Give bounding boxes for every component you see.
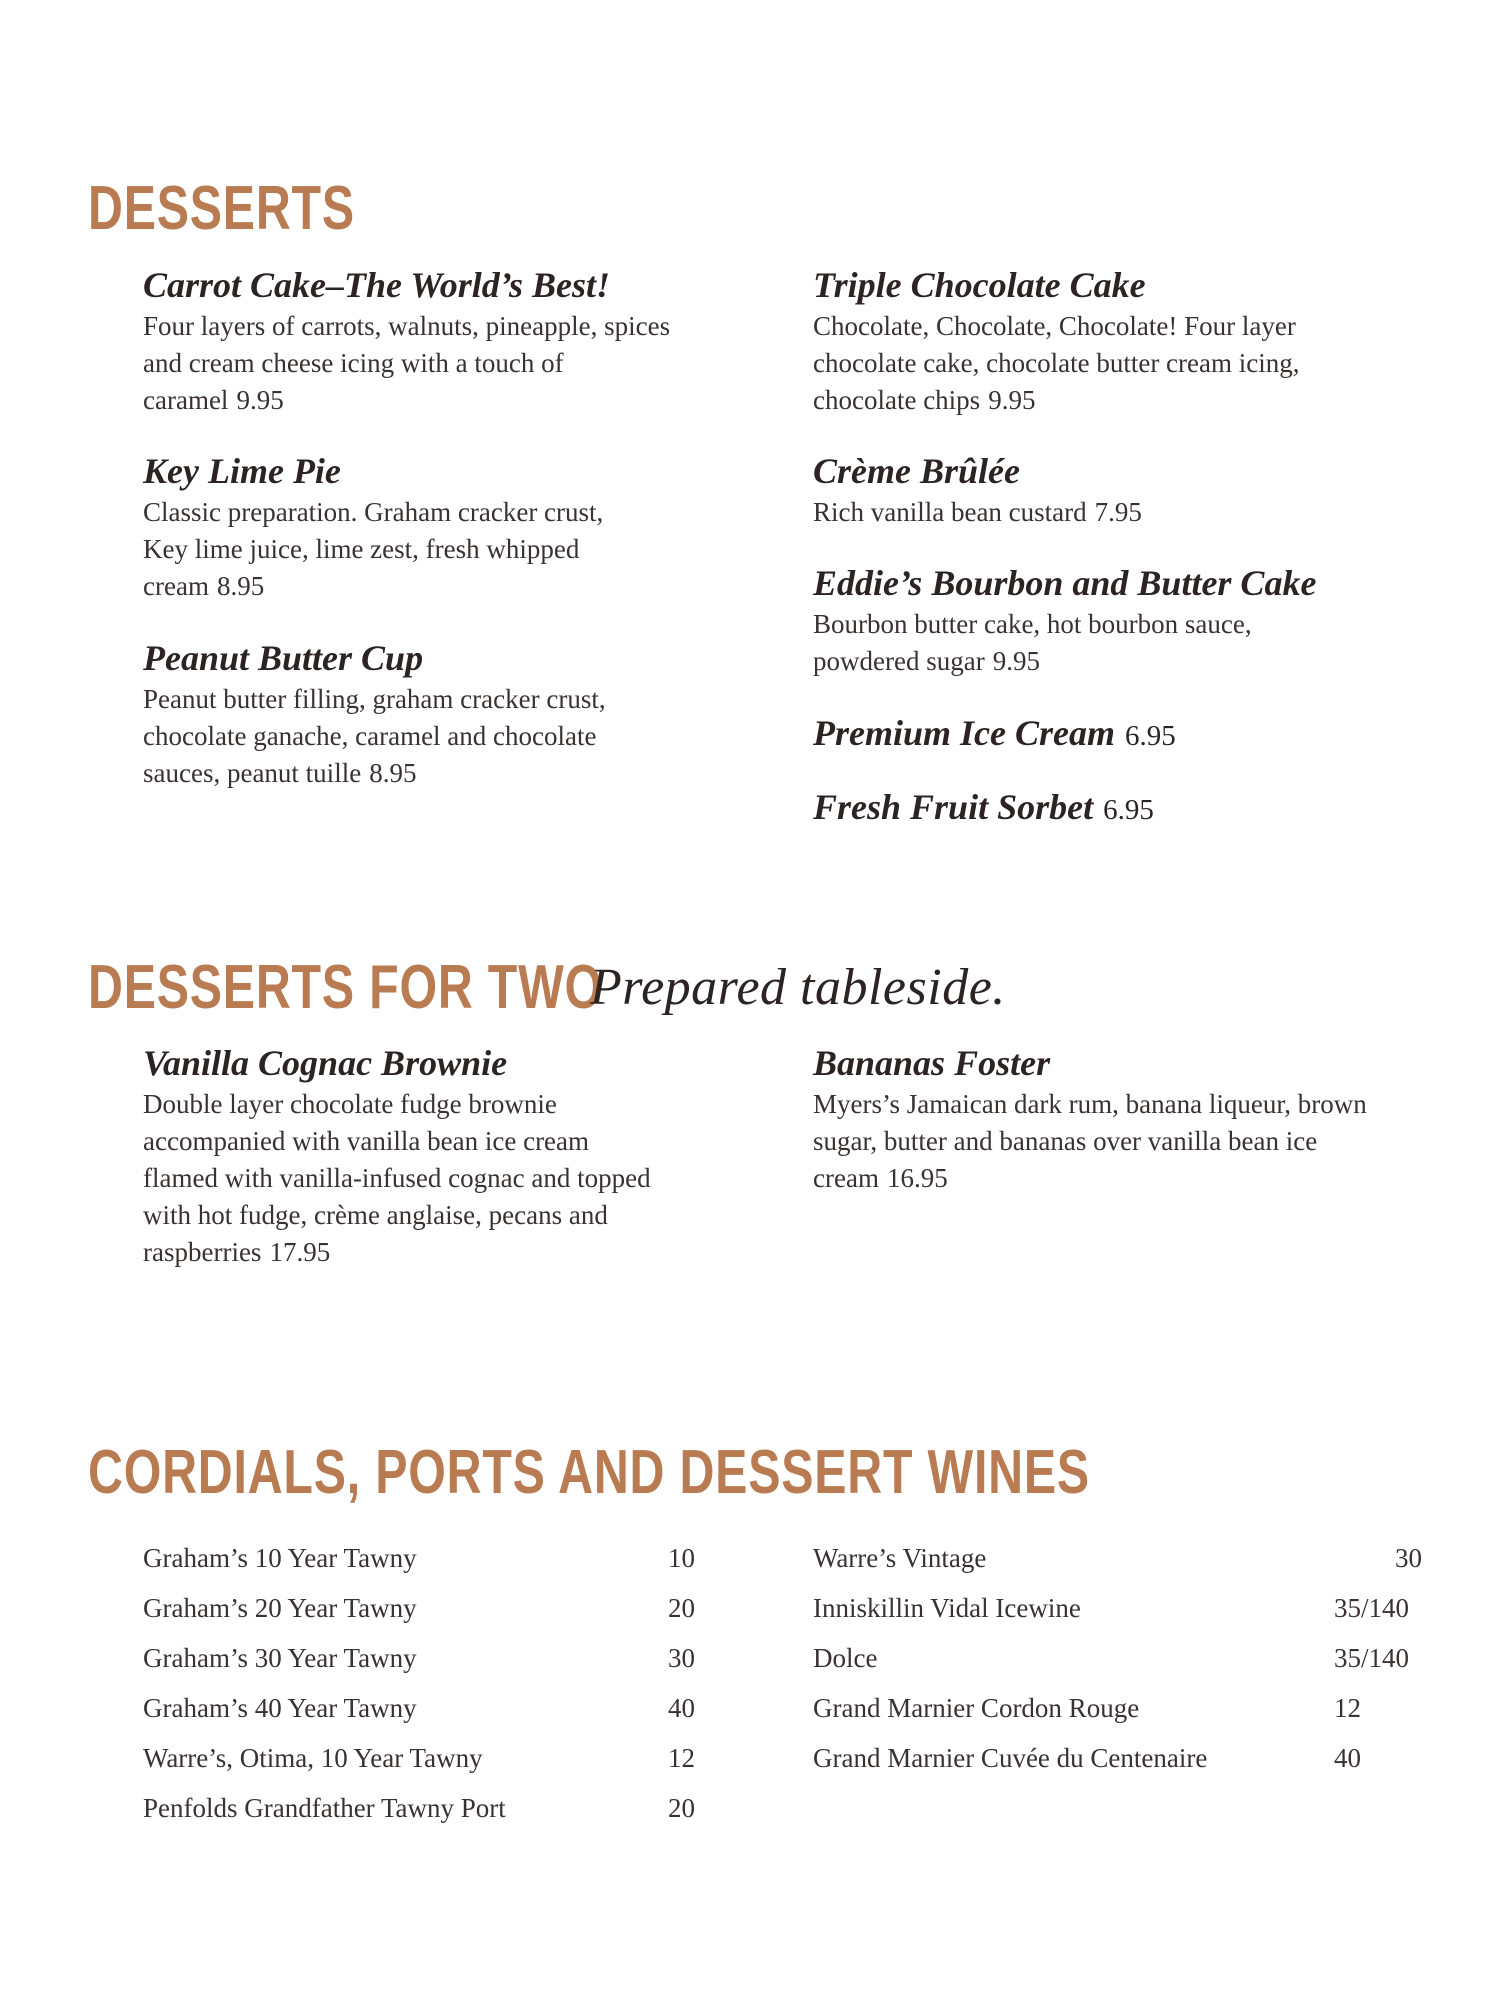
item-price: 7.95: [1094, 497, 1142, 527]
menu-item-peanut-butter-cup: [143, 635, 703, 792]
menu-item-bourbon-butter-cake: [813, 560, 1413, 680]
item-price: 16.95: [886, 1163, 948, 1193]
item-name: Vanilla Cognac Brownie: [143, 1043, 508, 1083]
wine-price: 40: [668, 1693, 695, 1723]
desserts-for-two-heading: DESSERTS FOR TWO: [88, 953, 603, 1022]
wine-price: 40: [1334, 1743, 1361, 1773]
item-name: Key Lime Pie: [143, 451, 341, 491]
wine-price: 10: [668, 1543, 695, 1573]
wine-price: 30: [668, 1643, 695, 1673]
item-name: Fresh Fruit Sorbet: [813, 787, 1094, 827]
wine-name: Grand Marnier Cordon Rouge: [813, 1693, 1140, 1723]
menu-item-carrot-cake: [143, 262, 703, 419]
item-description: Classic preparation. Graham cracker crust, Key lime juice, lime zest, fresh whipped cream 8.95: [143, 497, 604, 601]
wine-price: 35/140: [1334, 1643, 1410, 1673]
wine-name: Warre’s Vintage: [813, 1543, 987, 1573]
item-name: Peanut Butter Cup: [143, 638, 424, 678]
wine-name: Dolce: [813, 1643, 878, 1673]
wine-name: Graham’s 20 Year Tawny: [143, 1593, 417, 1623]
menu-item-bananas-foster: [813, 1040, 1393, 1197]
wine-name: Graham’s 10 Year Tawny: [143, 1543, 417, 1573]
menu-item-premium-ice-cream: [813, 710, 1373, 759]
item-price: 6.95: [1124, 720, 1176, 752]
menu-item-key-lime-pie: [143, 448, 703, 605]
wine-name: Grand Marnier Cuvée du Centenaire: [813, 1743, 1208, 1773]
menu-item-creme-brulee: [813, 448, 1373, 531]
desserts-heading: DESSERTS: [88, 174, 355, 243]
item-price: 8.95: [216, 571, 265, 601]
item-price: 9.95: [988, 385, 1036, 415]
item-description: Double layer chocolate fudge brownie accompanied with vanilla bean ice cream flamed with vanilla-infused cognac and topped with hot fudge, crème anglaise, pecans and raspberries 17.95: [143, 1089, 651, 1267]
menu-item-vanilla-cognac-brownie: [143, 1040, 663, 1271]
item-price: 8.95: [369, 758, 417, 788]
menu-item-triple-chocolate-cake: [813, 262, 1373, 419]
item-price: 9.95: [236, 385, 284, 415]
item-price: 9.95: [992, 646, 1040, 676]
cordials-heading: CORDIALS, PORTS AND DESSERT WINES: [88, 1438, 1090, 1507]
item-description: Four layers of carrots, walnuts, pineapple, spices and cream cheese icing with a touch of caramel 9.95: [143, 311, 671, 415]
item-name: Crème Brûlée: [813, 451, 1020, 491]
item-price: 6.95: [1103, 794, 1154, 826]
item-name: Premium Ice Cream: [813, 713, 1115, 753]
item-description: Peanut butter filling, graham cracker crust, chocolate ganache, caramel and chocolate sauces, peanut tuille 8.95: [143, 684, 606, 788]
item-name: Bananas Foster: [813, 1043, 1051, 1083]
wine-name: Warre’s, Otima, 10 Year Tawny: [143, 1743, 483, 1773]
wine-name: Graham’s 30 Year Tawny: [143, 1643, 417, 1673]
item-price: 17.95: [269, 1237, 331, 1267]
wine-price: 20: [668, 1793, 695, 1823]
menu-item-fresh-fruit-sorbet: [813, 784, 1373, 833]
wine-price: 12: [668, 1743, 695, 1773]
wine-price: 30: [1395, 1543, 1422, 1573]
item-description: Bourbon butter cake, hot bourbon sauce, powdered sugar 9.95: [813, 609, 1252, 676]
prepared-tableside-note: Prepared tableside.: [590, 959, 1006, 1016]
item-description: Myers’s Jamaican dark rum, banana liqueur, brown sugar, butter and bananas over vanilla bean ice cream 16.95: [813, 1089, 1367, 1193]
item-name: Carrot Cake–The World’s Best!: [143, 265, 611, 305]
item-description: Chocolate, Chocolate, Chocolate! Four layer chocolate cake, chocolate butter cream icing, chocolate chips 9.95: [813, 311, 1300, 415]
wine-price: 20: [668, 1593, 695, 1623]
wine-name: Graham’s 40 Year Tawny: [143, 1693, 417, 1723]
item-name: Triple Chocolate Cake: [813, 265, 1146, 305]
item-description: Rich vanilla bean custard 7.95: [813, 497, 1142, 527]
wine-name: Penfolds Grandfather Tawny Port: [143, 1793, 506, 1823]
item-name: Eddie’s Bourbon and Butter Cake: [813, 563, 1317, 603]
wine-price: 35/140: [1334, 1593, 1410, 1623]
wine-name: Inniskillin Vidal Icewine: [813, 1593, 1081, 1623]
wine-price: 12: [1334, 1693, 1361, 1723]
